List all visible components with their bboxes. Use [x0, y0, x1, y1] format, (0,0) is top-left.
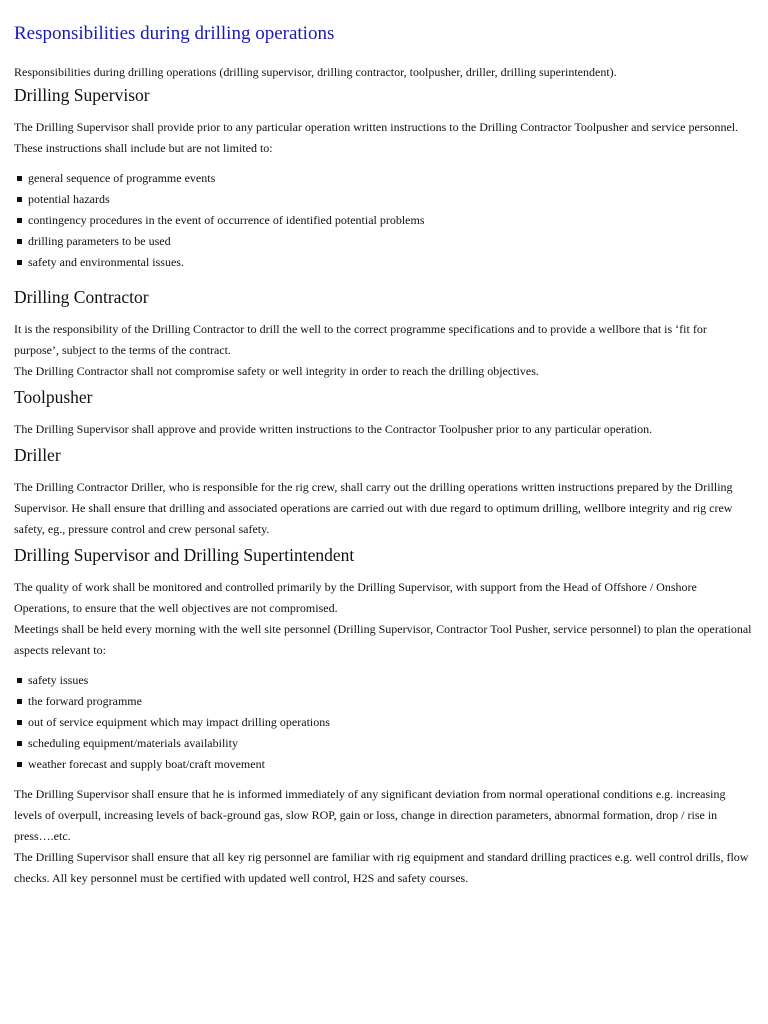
section-drilling-supervisor [14, 83, 754, 273]
section-drilling-contractor [14, 285, 754, 382]
section-heading: Drilling Supervisor [14, 85, 150, 105]
section-paragraph: It is the responsibility of the Drilling Contractor to drill the well to the correct programme specifications and to provide a wellbore that is ‘fit for purpose’, subject to the terms of the contract. [14, 322, 707, 357]
section-toolpusher [14, 385, 754, 440]
list-item: out of service equipment which may impact drilling operations [14, 712, 754, 733]
list-item: weather forecast and supply boat/craft movement [14, 754, 754, 775]
section-paragraph: Meetings shall be held every morning with the well site personnel (Drilling Supervisor, Contractor Tool Pusher, service personnel) to plan the operational aspects relevant to: [14, 622, 752, 657]
instructions-list [14, 168, 754, 273]
section-paragraph: The Drilling Supervisor shall ensure that all key rig personnel are familiar with rig equipment and standard drilling practices e.g. well control drills, flow checks. All key personnel must be certified with updated well control, H2S and safety courses. [14, 850, 749, 885]
section-paragraph: The Drilling Supervisor shall provide prior to any particular operation written instructions to the Drilling Contractor Toolpusher and service personnel. These instructions shall include but are not limited to: [14, 120, 739, 155]
list-item: contingency procedures in the event of occurrence of identified potential problems [14, 210, 754, 231]
list-item: scheduling equipment/materials availability [14, 733, 754, 754]
list-item: safety and environmental issues. [14, 252, 754, 273]
intro-text: Responsibilities during drilling operations (drilling supervisor, drilling contractor, toolpusher, driller, drilling superintendent). [14, 65, 617, 79]
section-paragraph: The Drilling Contractor Driller, who is responsible for the rig crew, shall carry out the drilling operations written instructions prepared by the Drilling Supervisor. He shall ensure that drilling and associated operations are carried out with due regard to optimum drilling, wellbore integrity and rig crew safety, eg., pressure control and crew personal safety. [14, 480, 733, 536]
section-paragraph: The Drilling Supervisor shall ensure that he is informed immediately of any significant deviation from normal operational conditions e.g. increasing levels of overpull, increasing levels of back-ground gas, slow ROP, gain or loss, change in direction parameters, abnormal formation, drop / rise in press….etc. [14, 787, 726, 843]
section-supervisor-superintendent [14, 543, 754, 889]
section-paragraph: The Drilling Supervisor shall approve and provide written instructions to the Contractor Toolpusher prior to any particular operation. [14, 422, 653, 436]
section-driller [14, 443, 754, 540]
meeting-topics-list [14, 670, 754, 775]
section-heading: Drilling Supervisor and Drilling Supertintendent [14, 545, 355, 565]
list-item: general sequence of programme events [14, 168, 754, 189]
section-heading: Driller [14, 445, 61, 465]
list-item: safety issues [14, 670, 754, 691]
list-item: the forward programme [14, 691, 754, 712]
list-item: potential hazards [14, 189, 754, 210]
section-paragraph: The quality of work shall be monitored and controlled primarily by the Drilling Supervisor, with support from the Head of Offshore / Onshore Operations, to ensure that the well objectives are not compromised. [14, 580, 697, 615]
list-item: drilling parameters to be used [14, 231, 754, 252]
section-paragraph: The Drilling Contractor shall not compromise safety or well integrity in order to reach the drilling objectives. [14, 364, 539, 378]
section-heading: Toolpusher [14, 387, 93, 407]
page-title: Responsibilities during drilling operations [14, 23, 335, 44]
section-heading: Drilling Contractor [14, 287, 149, 307]
